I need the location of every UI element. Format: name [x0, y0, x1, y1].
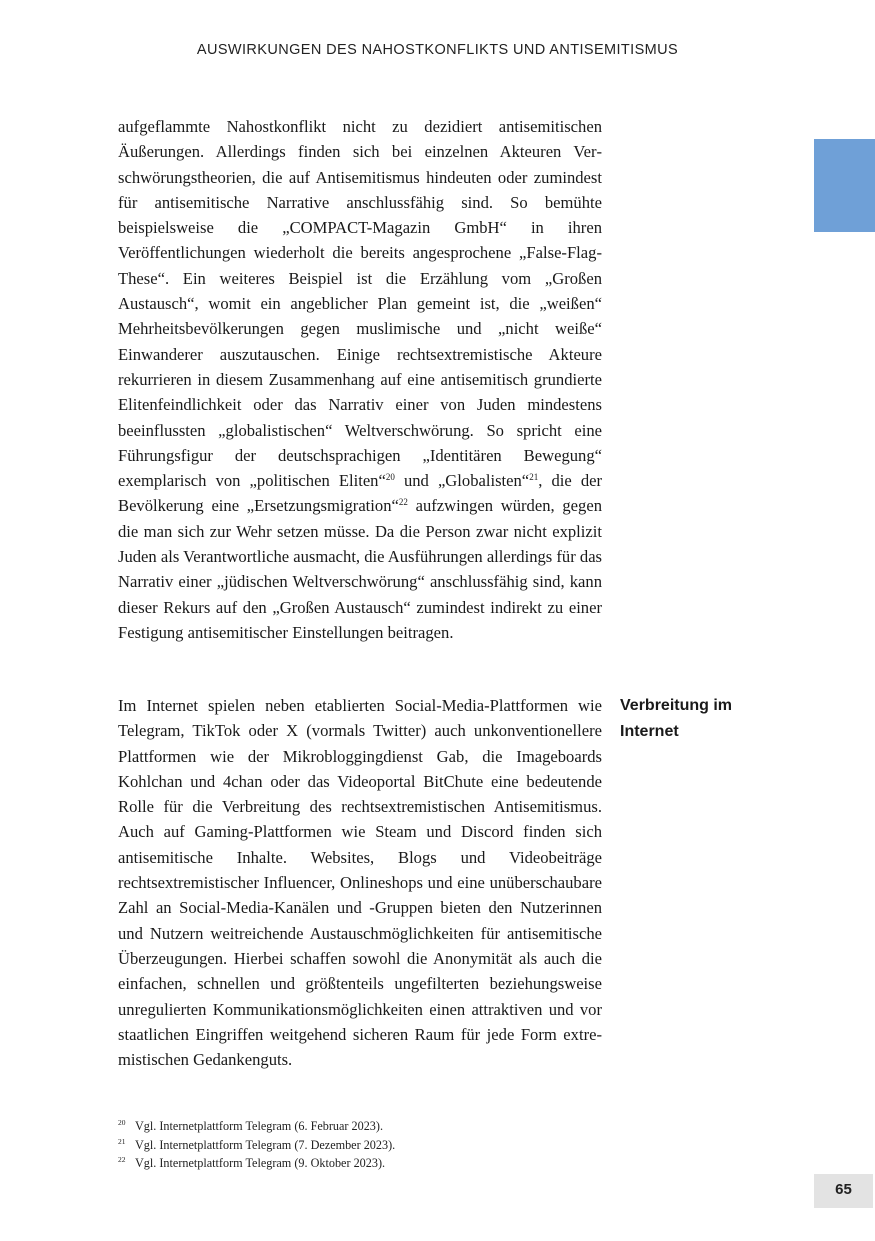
paragraph-text: , die der Bevölkerung eine „Ersetzungsmigration“ [118, 471, 603, 516]
footnote-ref-22[interactable]: 22 [398, 497, 408, 508]
running-head: AUSWIRKUNGEN DES NAHOSTKONFLIKTS UND ANTISEMITISMUS [196, 42, 679, 58]
footnote-text: Vgl. Internetplattform Telegram (7. Dezember 2023). [135, 1137, 396, 1152]
footnote-item [118, 1136, 598, 1155]
footnote-ref-20[interactable]: 20 [385, 472, 395, 483]
paragraph-text: aufgeflammte Nahostkonflikt nicht zu dezidiert antisemitischen Äußerungen. Allerdings finden sich bei einzelnen Akteuren Verschwörungstheorien, die auf Antisemitismus hindeuten oder zumindest für antisemitische Narrative anschlussfähig sind. So bemühte beispielsweise die „COMPACT-Magazin GmbH“ in ihren Veröffentlichungen wiederholt die bereits angesprochene „False-Flag-These“. Ein weiteres Beispiel ist die Erzählung vom „Großen Austausch“, womit ein angeblicher Plan gemeint ist, die „weißen“ Mehrheitsbevölkerungen gegen muslimische und „nicht weiße“ Einwanderer auszutauschen. Einige rechtsextremistische Akteure rekurrieren in diesem Zusammenhang auf eine antisemitisch grundierte Elitenfeindlichkeit oder das Narrativ einer von Juden mindestens beeinflussten „globalistischen“ Weltverschwörung. So spricht eine Führungsfigur der deutschsprachigen „Identitären Bewegung“ exemplarisch von „politischen Eliten“ [118, 117, 602, 491]
footnote-item [118, 1154, 598, 1173]
body-paragraph-1 [118, 114, 602, 645]
body-paragraph-2: Im Internet spielen neben etablierten Social-Media-Plattformen wie Telegram, TikTok oder X (vormals Twitter) auch unkonventionellere Plattformen wie der Mikrobloggingdienst Gab, die Imageboards Kohlchan und 4chan oder das Videoportal BitChute eine bedeutende Rolle für die Verbreitung des rechtsextremistischen Antisemitismus. Auch auf Gaming-Plattformen wie Steam und Discord finden sich antisemitische Inhalte. Websites, Blogs und Videobeiträge rechtsextremistischer Influencer, Onlineshops und eine unüberschaubare Zahl an Social-Media-Kanälen und -Gruppen bieten den Nutzerinnen und Nutzern weitreichende Austauschmöglichkeiten für antisemitische Überzeugungen. Hierbei schaffen sowohl die Anonymität als auch die einfachen, schnellen und größtenteils ungefilterten beziehungsweise unregulierten Kommunikationsmöglichkeiten einen attraktiven und vor staatlichen Eingriffen weitgehend sicheren Raum für jede Form extremistischen Gedankenguts. [118, 696, 602, 1070]
margin-heading: Verbreitung im Internet [620, 697, 733, 740]
paragraph-text: und „Globalisten“ [394, 471, 530, 491]
page-number: 65 [814, 1174, 873, 1208]
footnote-text: Vgl. Internetplattform Telegram (6. Februar 2023). [135, 1119, 384, 1133]
footnote-item [118, 1117, 598, 1136]
chapter-marker-tab [814, 139, 875, 232]
footnote-ref-21[interactable]: 21 [529, 472, 539, 483]
footnotes [118, 1117, 598, 1173]
footnote-number: 21 [118, 1136, 126, 1146]
footnote-number: 20 [118, 1118, 126, 1127]
footnote-number: 22 [118, 1155, 126, 1165]
paragraph-text: aufzwingen würden, gegen die man sich zur Wehr setzen müsse. Da die Person zwar nicht explizit Juden als Verantwortliche ausmacht, die Ausführungen allerdings für das Narrativ einer „jüdischen Weltverschwörung“ anschlussfähig sind, kann dieser Rekurs auf den „Großen Austausch“ zumindest indirekt zu einer Festigung antisemitischer Einstellungen beitragen. [118, 496, 603, 642]
footnote-text: Vgl. Internetplattform Telegram (9. Oktober 2023). [135, 1156, 386, 1171]
